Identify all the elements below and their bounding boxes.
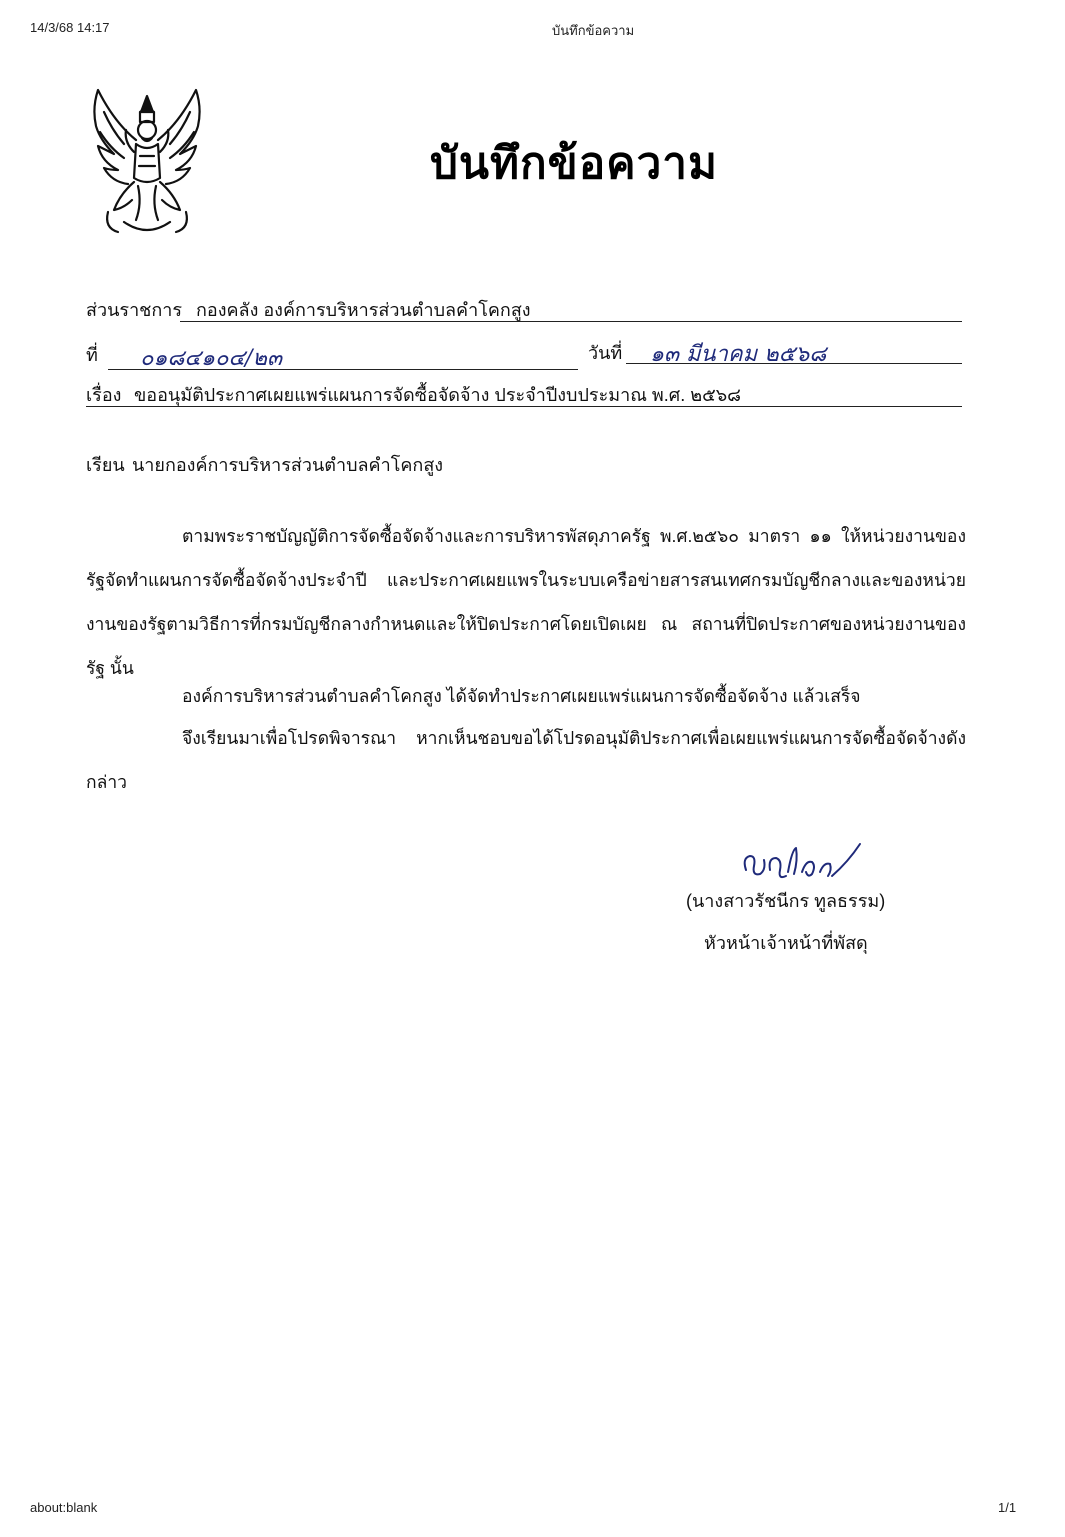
- ref-label: ที่: [86, 345, 98, 365]
- subject-underline: [86, 406, 962, 407]
- date-handwritten: ๑๓ มีนาคม ๒๕๖๘: [650, 342, 827, 367]
- print-page-number: 1/1: [998, 1500, 1017, 1515]
- agency-underline: [180, 321, 962, 322]
- to-value: นายกองค์การบริหารส่วนตำบลคำโคกสูง: [132, 455, 444, 475]
- body-paragraph-3: จึงเรียนมาเพื่อโปรดพิจารณา หากเห็นชอบขอได้โปรดอนุมัติประกาศเพื่อเผยแพร่แผนการจัดซื้อจัดจ้างดังกล่าว: [86, 728, 966, 792]
- subject-value: ขออนุมัติประกาศเผยแพร่แผนการจัดซื้อจัดจ้าง ประจำปีงบประมาณ พ.ศ. ๒๕๖๘: [134, 385, 742, 405]
- print-url: about:blank: [30, 1500, 98, 1515]
- signer-position: หัวหน้าเจ้าหน้าที่พัสดุ: [704, 933, 868, 953]
- ref-number-handwritten: ๐๑๘๔๑๐๔/๒๓: [140, 346, 283, 371]
- signer-name: (นางสาวรัชนีกร ทูลธรรม): [686, 891, 886, 911]
- subject-label: เรื่อง: [86, 385, 122, 405]
- signature-scrawl: [736, 840, 866, 886]
- date-label: วันที่: [588, 343, 623, 363]
- date-underline: [626, 363, 962, 364]
- print-doc-title: บันทึกข้อความ: [552, 23, 635, 38]
- agency-label: ส่วนราชการ: [86, 300, 183, 320]
- agency-value: กองคลัง องค์การบริหารส่วนตำบลคำโคกสูง: [196, 300, 531, 320]
- body-paragraph-2: องค์การบริหารส่วนตำบลคำโคกสูง ได้จัดทำประกาศเผยแพร่แผนการจัดซื้อจัดจ้าง แล้วเสร็จ: [182, 686, 861, 706]
- print-datetime: 14/3/68 14:17: [30, 20, 110, 35]
- memo-title: บันทึกข้อความ: [430, 138, 719, 189]
- body-paragraph-1: ตามพระราชบัญญัติการจัดซื้อจัดจ้างและการบริหารพัสดุภาครัฐ พ.ศ.๒๕๖๐ มาตรา ๑๑ ให้หน่วยงานของรัฐจัดทำแผนการจัดซื้อจัดจ้างประจำปี และประกาศเผยแพรในระบบเครือข่ายสารสนเทศกรมบัญชีกลางและของหน่วยงานของรัฐตามวิธีการที่กรมบัญชีกลางกำหนดและให้ปิดประกาศโดยเปิดเผย ณ สถานที่ปิดประกาศของหน่วยงานของรัฐ นั้น: [86, 526, 966, 678]
- to-label: เรียน: [86, 455, 125, 475]
- garuda-emblem-icon: [84, 82, 210, 242]
- ref-underline: [108, 369, 578, 370]
